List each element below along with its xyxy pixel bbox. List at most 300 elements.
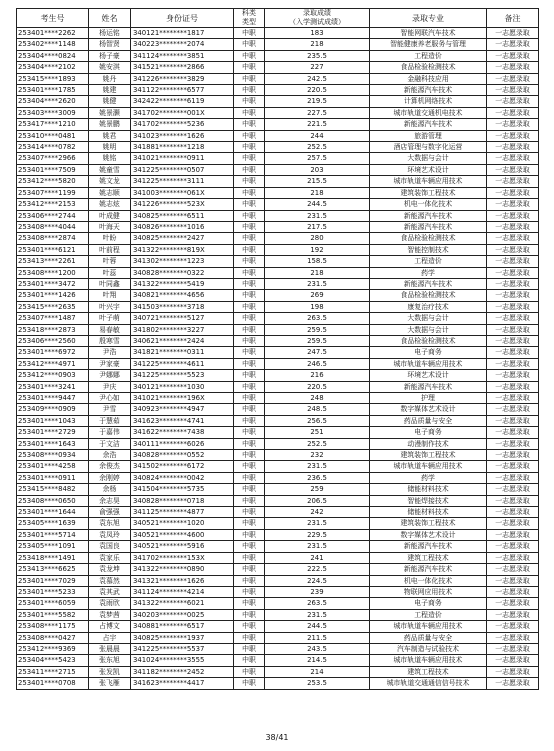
cell-score: 229.5 bbox=[265, 529, 370, 540]
header-name: 姓名 bbox=[89, 9, 131, 28]
cell-idcard: 341702********153X bbox=[131, 552, 234, 563]
table-row bbox=[17, 529, 539, 540]
cell-track: 中职 bbox=[234, 233, 265, 244]
cell-name: 叶同鑫 bbox=[89, 278, 131, 289]
cell-score: 242 bbox=[265, 507, 370, 518]
cell-score: 242.5 bbox=[265, 73, 370, 84]
cell-name: 余杨 bbox=[89, 484, 131, 495]
cell-track: 中职 bbox=[234, 358, 265, 369]
cell-score: 214 bbox=[265, 666, 370, 677]
cell-major: 酒店管理与数字化运营 bbox=[370, 142, 487, 153]
cell-exam-id: 253412****9369 bbox=[17, 643, 89, 654]
cell-track: 中职 bbox=[234, 290, 265, 301]
cell-score: 222.5 bbox=[265, 564, 370, 575]
cell-score: 183 bbox=[265, 28, 370, 39]
cell-idcard: 340203********0025 bbox=[131, 609, 234, 620]
cell-idcard: 341225********3111 bbox=[131, 176, 234, 187]
cell-major: 新能源汽车技术 bbox=[370, 564, 487, 575]
cell-major: 新能源汽车技术 bbox=[370, 119, 487, 130]
table-row bbox=[17, 267, 539, 278]
cell-name: 袁东旭 bbox=[89, 518, 131, 529]
table-row bbox=[17, 335, 539, 346]
table-row bbox=[17, 62, 539, 73]
cell-track: 中职 bbox=[234, 210, 265, 221]
cell-idcard: 341021********196X bbox=[131, 393, 234, 404]
cell-major: 机电一体化技术 bbox=[370, 575, 487, 586]
cell-score: 218 bbox=[265, 267, 370, 278]
table-row bbox=[17, 313, 539, 324]
table-row bbox=[17, 643, 539, 654]
cell-idcard: 340828********0718 bbox=[131, 495, 234, 506]
cell-idcard: 341226********3829 bbox=[131, 73, 234, 84]
cell-exam-id: 253401****1426 bbox=[17, 290, 89, 301]
cell-track: 中职 bbox=[234, 142, 265, 153]
cell-score: 232 bbox=[265, 450, 370, 461]
cell-major: 智能控制技术 bbox=[370, 244, 487, 255]
cell-idcard: 341225********5523 bbox=[131, 370, 234, 381]
cell-idcard: 341302********1223 bbox=[131, 256, 234, 267]
cell-major: 城市轨道车辆应用技术 bbox=[370, 621, 487, 632]
cell-track: 中职 bbox=[234, 39, 265, 50]
cell-name: 姚童雪 bbox=[89, 164, 131, 175]
cell-name: 尹心如 bbox=[89, 393, 131, 404]
cell-name: 叶海天 bbox=[89, 221, 131, 232]
cell-name: 余俊杰 bbox=[89, 461, 131, 472]
cell-exam-id: 253401****6121 bbox=[17, 244, 89, 255]
cell-major: 城市轨道车辆应用技术 bbox=[370, 655, 487, 666]
cell-major: 数字媒体艺术设计 bbox=[370, 404, 487, 415]
cell-exam-id: 253401****4258 bbox=[17, 461, 89, 472]
cell-name: 袁家乐 bbox=[89, 552, 131, 563]
cell-score: 236.5 bbox=[265, 472, 370, 483]
cell-note: 一志愿录取 bbox=[487, 324, 539, 335]
cell-major: 药品质量与安全 bbox=[370, 415, 487, 426]
cell-idcard: 340828********0552 bbox=[131, 450, 234, 461]
cell-idcard: 341702********5236 bbox=[131, 119, 234, 130]
cell-score: 203 bbox=[265, 164, 370, 175]
cell-track: 中职 bbox=[234, 50, 265, 61]
cell-name: 尹庆 bbox=[89, 381, 131, 392]
table-row bbox=[17, 552, 539, 563]
cell-note: 一志愿录取 bbox=[487, 199, 539, 210]
cell-score: 253.5 bbox=[265, 678, 370, 689]
cell-idcard: 340881********6517 bbox=[131, 621, 234, 632]
cell-idcard: 340721********5127 bbox=[131, 313, 234, 324]
cell-score: 243.5 bbox=[265, 643, 370, 654]
cell-idcard: 341226********523X bbox=[131, 199, 234, 210]
cell-exam-id: 253404****2102 bbox=[17, 62, 89, 73]
cell-idcard: 341023********1626 bbox=[131, 130, 234, 141]
cell-track: 中职 bbox=[234, 130, 265, 141]
cell-note: 一志愿录取 bbox=[487, 586, 539, 597]
table-row bbox=[17, 609, 539, 620]
cell-major: 储能材料技术 bbox=[370, 507, 487, 518]
cell-name: 占宇 bbox=[89, 632, 131, 643]
cell-idcard: 341623********4741 bbox=[131, 415, 234, 426]
cell-idcard: 340826********1016 bbox=[131, 221, 234, 232]
cell-track: 中职 bbox=[234, 507, 265, 518]
cell-major: 数字媒体艺术设计 bbox=[370, 529, 487, 540]
cell-track: 中职 bbox=[234, 655, 265, 666]
cell-score: 246.5 bbox=[265, 358, 370, 369]
cell-score: 220.5 bbox=[265, 381, 370, 392]
cell-track: 中职 bbox=[234, 301, 265, 312]
cell-name: 姚志顺 bbox=[89, 187, 131, 198]
cell-name: 易春敏 bbox=[89, 324, 131, 335]
cell-score: 263.5 bbox=[265, 598, 370, 609]
cell-idcard: 341124********3851 bbox=[131, 50, 234, 61]
cell-note: 一志愿录取 bbox=[487, 96, 539, 107]
cell-note: 一志愿录取 bbox=[487, 507, 539, 518]
header-row bbox=[17, 9, 539, 28]
cell-score: 280 bbox=[265, 233, 370, 244]
cell-major: 金融科技应用 bbox=[370, 73, 487, 84]
cell-idcard: 341322********6021 bbox=[131, 598, 234, 609]
header-score-line2: （入学测试成绩） bbox=[289, 18, 345, 26]
cell-exam-id: 253413****2261 bbox=[17, 256, 89, 267]
cell-score: 231.5 bbox=[265, 278, 370, 289]
table-row bbox=[17, 50, 539, 61]
cell-exam-id: 253408****1175 bbox=[17, 621, 89, 632]
cell-major: 大数据与会计 bbox=[370, 324, 487, 335]
cell-major: 新能源汽车技术 bbox=[370, 381, 487, 392]
cell-note: 一志愿录取 bbox=[487, 427, 539, 438]
cell-exam-id: 253401****2729 bbox=[17, 427, 89, 438]
header-track bbox=[234, 9, 265, 28]
cell-name: 张飞雁 bbox=[89, 678, 131, 689]
table-row bbox=[17, 586, 539, 597]
cell-note: 一志愿录取 bbox=[487, 221, 539, 232]
cell-score: 220.5 bbox=[265, 85, 370, 96]
cell-track: 中职 bbox=[234, 621, 265, 632]
cell-major: 储能材料技术 bbox=[370, 484, 487, 495]
cell-idcard: 341225********0507 bbox=[131, 164, 234, 175]
cell-idcard: 340223********2074 bbox=[131, 39, 234, 50]
cell-note: 一志愿录取 bbox=[487, 370, 539, 381]
table-row bbox=[17, 142, 539, 153]
cell-note: 一志愿录取 bbox=[487, 598, 539, 609]
admission-list-sheet bbox=[16, 8, 538, 690]
cell-note: 一志愿录取 bbox=[487, 564, 539, 575]
cell-note: 一志愿录取 bbox=[487, 393, 539, 404]
cell-track: 中职 bbox=[234, 609, 265, 620]
cell-exam-id: 253401****3241 bbox=[17, 381, 89, 392]
cell-note: 一志愿录取 bbox=[487, 609, 539, 620]
cell-idcard: 342422********6119 bbox=[131, 96, 234, 107]
cell-name: 占博文 bbox=[89, 621, 131, 632]
cell-note: 一志愿录取 bbox=[487, 73, 539, 84]
table-row bbox=[17, 484, 539, 495]
cell-name: 袁其武 bbox=[89, 586, 131, 597]
table-row bbox=[17, 438, 539, 449]
cell-exam-id: 253415****1893 bbox=[17, 73, 89, 84]
cell-major: 城市轨道交通机电技术 bbox=[370, 107, 487, 118]
cell-score: 251 bbox=[265, 427, 370, 438]
cell-exam-id: 253408****0934 bbox=[17, 450, 89, 461]
cell-exam-id: 253401****1643 bbox=[17, 438, 89, 449]
cell-exam-id: 253401****0911 bbox=[17, 472, 89, 483]
cell-note: 一志愿录取 bbox=[487, 575, 539, 586]
cell-name: 叶成健 bbox=[89, 210, 131, 221]
cell-name: 杨智贤 bbox=[89, 39, 131, 50]
cell-note: 一志愿录取 bbox=[487, 461, 539, 472]
cell-exam-id: 253405****1639 bbox=[17, 518, 89, 529]
cell-major: 工程造价 bbox=[370, 609, 487, 620]
cell-major: 药学 bbox=[370, 267, 487, 278]
cell-track: 中职 bbox=[234, 119, 265, 130]
cell-track: 中职 bbox=[234, 678, 265, 689]
cell-exam-id: 253406****2560 bbox=[17, 335, 89, 346]
cell-exam-id: 253401****1644 bbox=[17, 507, 89, 518]
cell-major: 城市轨道车辆应用技术 bbox=[370, 461, 487, 472]
cell-note: 一志愿录取 bbox=[487, 552, 539, 563]
cell-note: 一志愿录取 bbox=[487, 130, 539, 141]
cell-name: 殷寒雪 bbox=[89, 335, 131, 346]
cell-score: 248 bbox=[265, 393, 370, 404]
cell-major: 食品检验检测技术 bbox=[370, 233, 487, 244]
cell-idcard: 340825********6511 bbox=[131, 210, 234, 221]
cell-track: 中职 bbox=[234, 393, 265, 404]
cell-name: 叶盼 bbox=[89, 233, 131, 244]
cell-exam-id: 253410****0481 bbox=[17, 130, 89, 141]
cell-note: 一志愿录取 bbox=[487, 655, 539, 666]
cell-major: 新能源汽车技术 bbox=[370, 221, 487, 232]
table-row bbox=[17, 256, 539, 267]
cell-score: 244.5 bbox=[265, 621, 370, 632]
cell-idcard: 341024********3555 bbox=[131, 655, 234, 666]
page-number: 38/41 bbox=[265, 733, 289, 742]
cell-major: 智能网联汽车技术 bbox=[370, 28, 487, 39]
cell-major: 大数据与会计 bbox=[370, 153, 487, 164]
cell-score: 259.5 bbox=[265, 324, 370, 335]
cell-idcard: 341622********7438 bbox=[131, 427, 234, 438]
cell-score: 224.5 bbox=[265, 575, 370, 586]
cell-exam-id: 253409****0909 bbox=[17, 404, 89, 415]
table-row bbox=[17, 598, 539, 609]
cell-exam-id: 253408****4044 bbox=[17, 221, 89, 232]
cell-score: 227.5 bbox=[265, 107, 370, 118]
cell-idcard: 341802********3227 bbox=[131, 324, 234, 335]
cell-exam-id: 253401****6059 bbox=[17, 598, 89, 609]
cell-track: 中职 bbox=[234, 518, 265, 529]
cell-major: 工程造价 bbox=[370, 50, 487, 61]
cell-idcard: 341225********5537 bbox=[131, 643, 234, 654]
cell-note: 一志愿录取 bbox=[487, 484, 539, 495]
cell-idcard: 341321********1626 bbox=[131, 575, 234, 586]
cell-score: 206.5 bbox=[265, 495, 370, 506]
cell-note: 一志愿录取 bbox=[487, 472, 539, 483]
header-idcard: 身份证号 bbox=[131, 9, 234, 28]
cell-name: 叶蓉 bbox=[89, 256, 131, 267]
cell-track: 中职 bbox=[234, 199, 265, 210]
table-row bbox=[17, 347, 539, 358]
cell-track: 中职 bbox=[234, 415, 265, 426]
cell-name: 袁雨欣 bbox=[89, 598, 131, 609]
cell-name: 姚志炫 bbox=[89, 199, 131, 210]
cell-major: 智能焊接技术 bbox=[370, 495, 487, 506]
cell-note: 一志愿录取 bbox=[487, 267, 539, 278]
cell-note: 一志愿录取 bbox=[487, 415, 539, 426]
cell-track: 中职 bbox=[234, 267, 265, 278]
cell-score: 218 bbox=[265, 39, 370, 50]
cell-track: 中职 bbox=[234, 552, 265, 563]
table-row bbox=[17, 301, 539, 312]
cell-name: 叶子萌 bbox=[89, 313, 131, 324]
cell-name: 尹浩 bbox=[89, 347, 131, 358]
cell-exam-id: 253407****1199 bbox=[17, 187, 89, 198]
cell-track: 中职 bbox=[234, 450, 265, 461]
cell-idcard: 340111********6026 bbox=[131, 438, 234, 449]
table-row bbox=[17, 96, 539, 107]
cell-name: 叶兴宇 bbox=[89, 301, 131, 312]
header-score bbox=[265, 9, 370, 28]
cell-track: 中职 bbox=[234, 244, 265, 255]
cell-track: 中职 bbox=[234, 598, 265, 609]
cell-note: 一志愿录取 bbox=[487, 176, 539, 187]
cell-idcard: 341125********4877 bbox=[131, 507, 234, 518]
cell-exam-id: 253405****1091 bbox=[17, 541, 89, 552]
cell-track: 中职 bbox=[234, 438, 265, 449]
cell-score: 215.5 bbox=[265, 176, 370, 187]
cell-track: 中职 bbox=[234, 28, 265, 39]
cell-exam-id: 253418****2873 bbox=[17, 324, 89, 335]
cell-major: 智能健康养老服务与管理 bbox=[370, 39, 487, 50]
cell-track: 中职 bbox=[234, 221, 265, 232]
cell-name: 尹娜娜 bbox=[89, 370, 131, 381]
cell-major: 建筑工程技术 bbox=[370, 552, 487, 563]
cell-major: 环境艺术设计 bbox=[370, 370, 487, 381]
table-row bbox=[17, 370, 539, 381]
table-row bbox=[17, 575, 539, 586]
table-row bbox=[17, 73, 539, 84]
cell-name: 于慧茹 bbox=[89, 415, 131, 426]
cell-exam-id: 253411****2715 bbox=[17, 666, 89, 677]
table-row bbox=[17, 655, 539, 666]
cell-idcard: 340821********4656 bbox=[131, 290, 234, 301]
cell-score: 244.5 bbox=[265, 199, 370, 210]
cell-idcard: 341702********001X bbox=[131, 107, 234, 118]
cell-name: 袁龙坤 bbox=[89, 564, 131, 575]
cell-major: 物联网应用技术 bbox=[370, 586, 487, 597]
cell-major: 建筑装饰工程技术 bbox=[370, 450, 487, 461]
cell-major: 电子商务 bbox=[370, 347, 487, 358]
cell-score: 211.5 bbox=[265, 632, 370, 643]
cell-note: 一志愿录取 bbox=[487, 28, 539, 39]
cell-idcard: 340825********2427 bbox=[131, 233, 234, 244]
table-row bbox=[17, 415, 539, 426]
cell-major: 电子商务 bbox=[370, 598, 487, 609]
cell-idcard: 341322********819X bbox=[131, 244, 234, 255]
cell-idcard: 341322********5419 bbox=[131, 278, 234, 289]
cell-note: 一志愿录取 bbox=[487, 621, 539, 632]
cell-score: 192 bbox=[265, 244, 370, 255]
cell-note: 一志愿录取 bbox=[487, 313, 539, 324]
cell-idcard: 340923********4947 bbox=[131, 404, 234, 415]
cell-idcard: 341821********0311 bbox=[131, 347, 234, 358]
cell-note: 一志愿录取 bbox=[487, 290, 539, 301]
table-row bbox=[17, 244, 539, 255]
cell-idcard: 341504********5735 bbox=[131, 484, 234, 495]
cell-track: 中职 bbox=[234, 96, 265, 107]
cell-track: 中职 bbox=[234, 153, 265, 164]
cell-exam-id: 253408****1200 bbox=[17, 267, 89, 278]
cell-name: 尹雪 bbox=[89, 404, 131, 415]
cell-major: 药品质量与安全 bbox=[370, 632, 487, 643]
cell-score: 235.5 bbox=[265, 50, 370, 61]
cell-score: 219.5 bbox=[265, 96, 370, 107]
cell-major: 动漫制作技术 bbox=[370, 438, 487, 449]
cell-note: 一志愿录取 bbox=[487, 666, 539, 677]
cell-note: 一志愿录取 bbox=[487, 278, 539, 289]
cell-note: 一志愿录取 bbox=[487, 107, 539, 118]
cell-note: 一志愿录取 bbox=[487, 39, 539, 50]
table-row bbox=[17, 85, 539, 96]
cell-exam-id: 253415****2635 bbox=[17, 301, 89, 312]
cell-exam-id: 253404****5423 bbox=[17, 655, 89, 666]
cell-track: 中职 bbox=[234, 495, 265, 506]
cell-track: 中职 bbox=[234, 643, 265, 654]
cell-exam-id: 253401****0708 bbox=[17, 678, 89, 689]
table-row bbox=[17, 324, 539, 335]
cell-idcard: 340828********0322 bbox=[131, 267, 234, 278]
cell-score: 252.5 bbox=[265, 438, 370, 449]
cell-idcard: 340825********1937 bbox=[131, 632, 234, 643]
table-row bbox=[17, 564, 539, 575]
cell-idcard: 340121********1817 bbox=[131, 28, 234, 39]
cell-name: 姚铭 bbox=[89, 153, 131, 164]
cell-major: 护理 bbox=[370, 393, 487, 404]
cell-major: 新能源汽车技术 bbox=[370, 278, 487, 289]
cell-idcard: 341021********0911 bbox=[131, 153, 234, 164]
table-row bbox=[17, 290, 539, 301]
table-row bbox=[17, 404, 539, 415]
cell-score: 241 bbox=[265, 552, 370, 563]
cell-track: 中职 bbox=[234, 461, 265, 472]
cell-major: 城市轨道车辆应用技术 bbox=[370, 358, 487, 369]
cell-name: 姚丹 bbox=[89, 73, 131, 84]
cell-name: 张东旭 bbox=[89, 655, 131, 666]
cell-major: 环境艺术设计 bbox=[370, 164, 487, 175]
table-row bbox=[17, 632, 539, 643]
cell-major: 新能源汽车技术 bbox=[370, 541, 487, 552]
cell-name: 叶翔 bbox=[89, 290, 131, 301]
cell-major: 食品检验检测技术 bbox=[370, 62, 487, 73]
cell-idcard: 341502********6172 bbox=[131, 461, 234, 472]
cell-exam-id: 253412****5820 bbox=[17, 176, 89, 187]
cell-track: 中职 bbox=[234, 632, 265, 643]
cell-exam-id: 253401****9447 bbox=[17, 393, 89, 404]
cell-note: 一志愿录取 bbox=[487, 529, 539, 540]
table-row bbox=[17, 427, 539, 438]
cell-exam-id: 253418****1491 bbox=[17, 552, 89, 563]
cell-major: 城市轨道交通通信信号技术 bbox=[370, 678, 487, 689]
cell-track: 中职 bbox=[234, 666, 265, 677]
cell-major: 食品检验检测技术 bbox=[370, 335, 487, 346]
cell-track: 中职 bbox=[234, 472, 265, 483]
cell-note: 一志愿录取 bbox=[487, 153, 539, 164]
table-row bbox=[17, 450, 539, 461]
cell-note: 一志愿录取 bbox=[487, 50, 539, 61]
cell-note: 一志愿录取 bbox=[487, 233, 539, 244]
cell-idcard: 340521********4600 bbox=[131, 529, 234, 540]
table-row bbox=[17, 187, 539, 198]
table-row bbox=[17, 666, 539, 677]
cell-major: 计算机网络技术 bbox=[370, 96, 487, 107]
cell-track: 中职 bbox=[234, 187, 265, 198]
cell-score: 214.5 bbox=[265, 655, 370, 666]
cell-score: 239 bbox=[265, 586, 370, 597]
cell-track: 中职 bbox=[234, 62, 265, 73]
